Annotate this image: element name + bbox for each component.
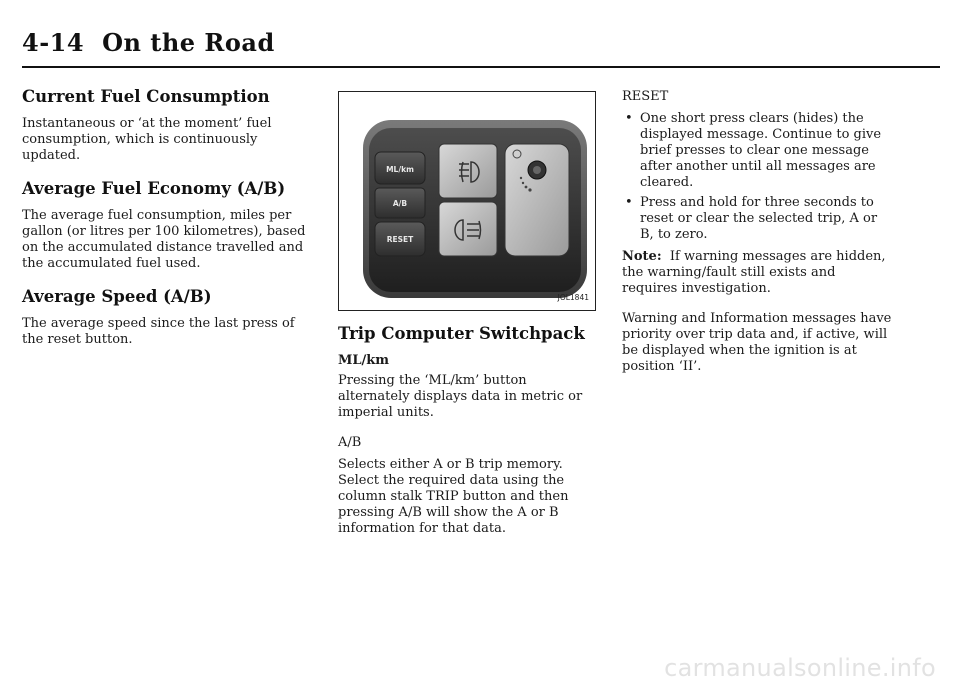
front-fog-button-shape [439, 144, 497, 198]
switchpack-illustration [339, 92, 595, 310]
switchpack-figure [338, 91, 596, 311]
rear-fog-button-shape [439, 202, 497, 256]
ab-label: A/B [392, 199, 408, 208]
heading-average-fuel-economy: Average Fuel Economy (A/B) [22, 179, 286, 198]
header-rule [22, 66, 940, 68]
heading-current-fuel-consumption: Current Fuel Consumption [22, 87, 270, 106]
reset-label: RESET [386, 235, 414, 244]
reset-bullet-list [622, 111, 892, 243]
body-average-speed: The average speed since the last press of the reset button. [22, 316, 295, 347]
page-header [22, 28, 275, 57]
note-paragraph [622, 249, 892, 297]
heading-average-speed: Average Speed (A/B) [22, 287, 212, 306]
ml-km-label: ML/km [386, 165, 414, 174]
list-item: • One short press clears (hides) the displayed message. Continue to give brief presses to clear one message after another until all messages are cleared. [622, 111, 892, 191]
column-left [22, 86, 312, 362]
column-middle [338, 86, 600, 551]
figure-code: JOL1841 [557, 293, 589, 302]
subheading-reset: RESET [622, 89, 669, 104]
body-ab: Selects either A or B trip memory. Select the required data using the column stalk TRIP button and then pressing A/B will show the A or B information for that data. [338, 457, 569, 536]
body-average-fuel-economy: The average fuel consumption, miles per gallon (or litres per 100 kilometres), based on the accumulated distance travelled and the accumulated fuel used. [22, 208, 306, 271]
subheading-ml-km: ML/km [338, 353, 390, 368]
body-ml-km: Pressing the ‘ML/km’ button alternately displays data in metric or imperial units. [338, 373, 583, 420]
watermark: carmanualsonline.info [664, 654, 936, 682]
list-item: • Press and hold for three seconds to reset or clear the selected trip, A or B, to zero. [622, 195, 892, 243]
warning-priority-paragraph: Warning and Information messages have priority over trip data and, if active, will be displayed when the ignition is at position ‘II’. [622, 311, 892, 374]
heading-trip-computer-switchpack: Trip Computer Switchpack [338, 324, 585, 343]
body-current-fuel-consumption: Instantaneous or ‘at the moment’ fuel consumption, which is continuously updated. [22, 116, 272, 163]
section-title: On the Road [102, 28, 275, 57]
column-right [622, 89, 892, 389]
page-number: 4-14 [22, 28, 85, 57]
note-body: If warning messages are hidden, the warning/fault still exists and requires investigation. [622, 249, 886, 296]
note-label: Note: [622, 249, 662, 264]
subheading-ab: A/B [338, 435, 362, 450]
